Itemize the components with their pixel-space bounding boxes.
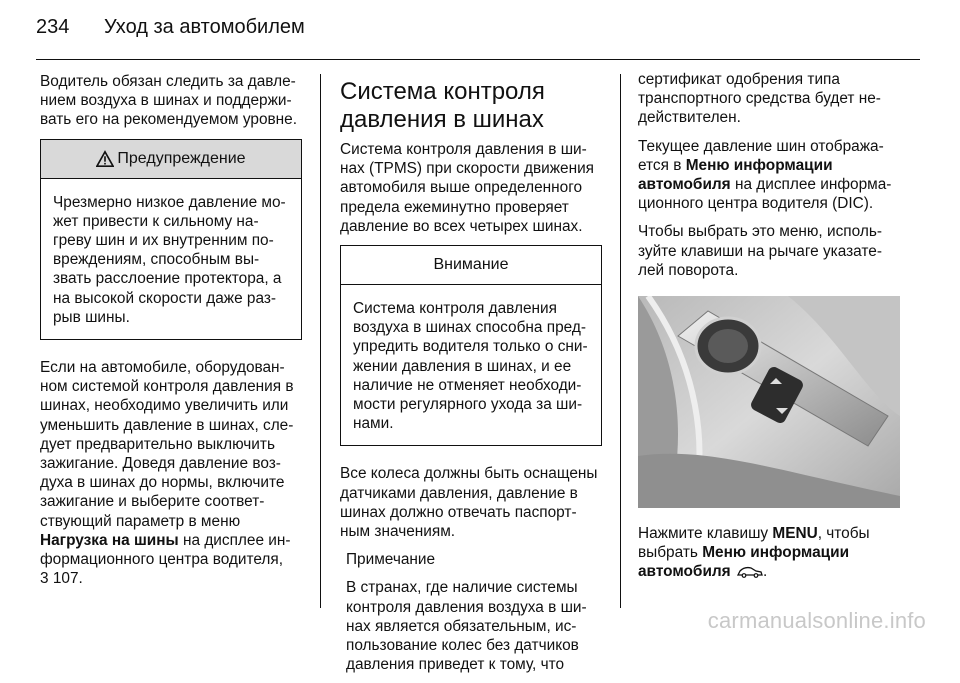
section-title [340,78,602,134]
tpms-intro-paragraph: Система контроля давления в ши-нах (TPMS) при скорости движения автомобиля выше определенного предела ежеминутно проверяет давление во всех четырех шинах. [340,141,595,235]
adjust-text-after: на дисплее ин-формационного центра водителя, [40,531,291,569]
display-text: Текущее давление шин отобража-ется в [638,137,884,174]
warning-text: Чрезмерно низкое давление мо-жет привести к сильному на-греву шин и их внутренним по-вреждениям, способным вы-звать расслоение протектора, а на высокой скорости даже раз-рыв шины. [53,193,286,326]
column-2 [340,78,602,683]
display-paragraph [638,137,900,214]
car-icon [737,566,763,578]
warning-title: Предупреждение [117,150,246,167]
adjust-text: Если на автомобиле, оборудован-ном системой контроля давления в шинах, необходимо увеличить или уменьшить давление в шинах, сле-дует предварительно выключить зажигание. Доведя давление воз-духа в шинах до нормы, включите зажигание и выберите соответ-ствующий параметр в меню [40,359,294,530]
menu-key-term: MENU [772,525,818,543]
page-number: 234 [36,16,70,38]
turn-signal-lever-photo [638,296,900,508]
column-3 [638,70,900,591]
watermark: carmanualsonline.info [707,608,926,633]
note-text: В странах, где наличие системы контроля давления воздуха в ши-нах является обязательным, ис-пользование колес без датчиков давления приведет к тому, что [346,579,587,674]
section-title-line-1: Система контроля [340,78,545,105]
press-text-mid: , чтобы выбрать [638,525,870,562]
vehicle-info-menu-term: Меню информации автомобиля [638,156,833,194]
column-divider-1 [320,74,321,608]
warning-box [40,139,302,340]
page-header [36,16,305,46]
notice-header [341,246,601,285]
page-ref-link[interactable]: 107. [48,570,83,588]
lever-illustration [638,296,900,508]
notice-box [340,245,602,446]
continuation-paragraph: сертификат одобрения типа транспортного средства будет не-действителен. [638,71,881,127]
menu-load-term: Нагрузка на шины [40,531,179,549]
warning-triangle-icon [96,150,114,168]
notice-text: Система контроля давления воздуха в шинах способна пред-упредить водителя только о сни-жении давления в шинах, и ее наличие не отменяет необходи-мости регулярного ухода за ши-нами. [353,300,588,433]
select-menu-paragraph: Чтобы выбрать это меню, исполь-зуйте клавиши на рычаге указате-лей поворота. [638,223,882,279]
press-menu-paragraph [638,524,900,582]
header-divider [36,59,920,60]
note-block [340,550,602,674]
tpms-adjust-paragraph [40,358,302,588]
warning-header [41,140,301,179]
note-title: Примечание [346,551,436,569]
notice-title: Внимание [433,256,509,274]
page-ref-arrow-icon: 3 [40,570,49,588]
sensors-paragraph: Все колеса должны быть оснащены датчиками давления, давление в шинах должно отвечать паспорт-ным значениям. [340,465,598,541]
column-divider-2 [620,74,621,608]
column-1 [40,72,302,597]
press-text-end: . [762,563,768,581]
vehicle-info-menu-term-2: Меню информации автомобиля [638,544,850,581]
display-text-after: на дисплее информа-ционного центра водителя (DIC). [638,176,892,213]
page-title: Уход за автомобилем [104,16,305,38]
intro-paragraph: Водитель обязан следить за давле-нием воздуха в шинах и поддержи-вать его на рекомендуемом уровне. [40,73,298,129]
section-title-line-2: давления в шинах [340,106,544,133]
press-text: Нажмите клавишу [638,525,773,543]
